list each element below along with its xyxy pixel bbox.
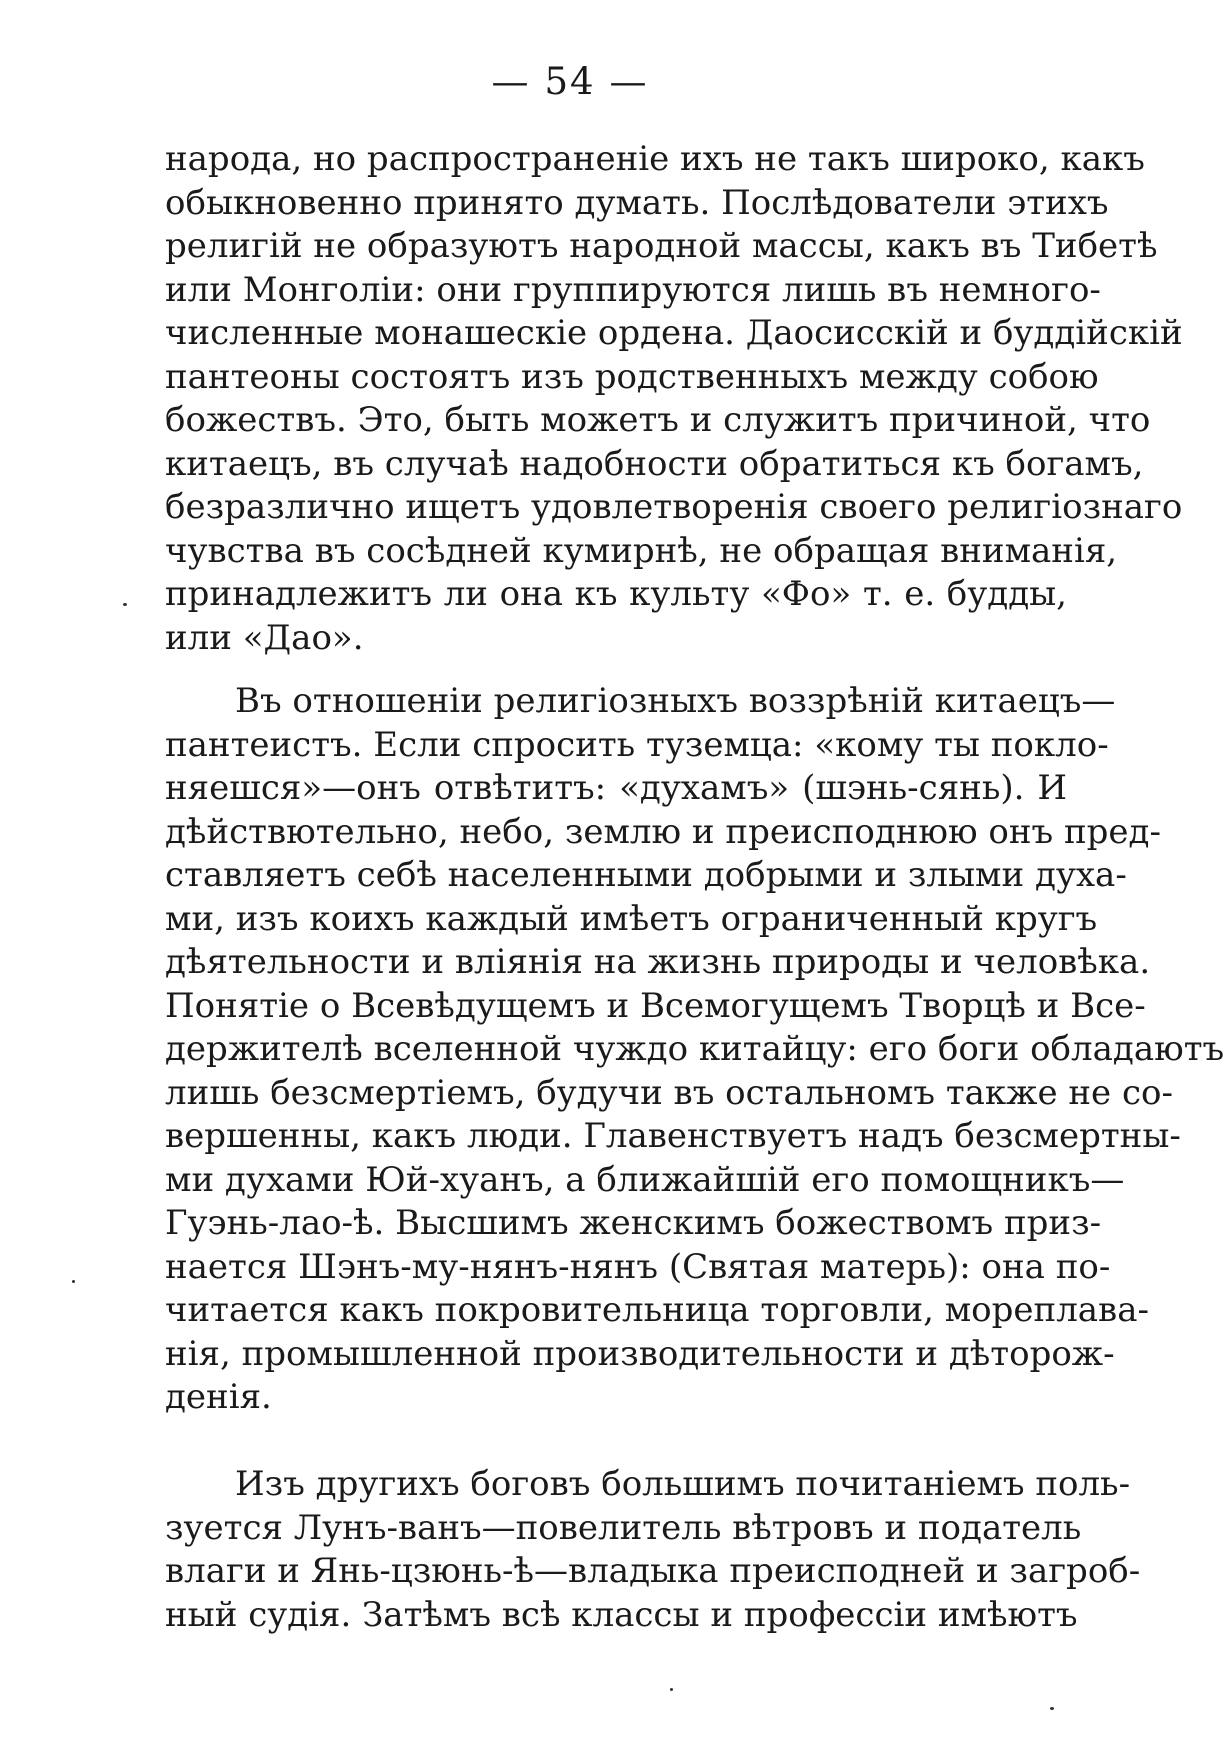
text-line: божествъ. Это, быть можетъ и служитъ причиной, что [165,400,1151,440]
text-line: религій не образуютъ народной массы, какъ въ Тибетѣ [165,226,1158,266]
text-line: дѣятельности и вліянія на жизнь природы и человѣка. [165,942,1151,982]
paragraph-2 [165,680,1224,1420]
dash-right: — [609,60,649,103]
text-line: нается Шэнъ-му-нянъ-нянъ (Святая матерь): она по- [165,1246,1111,1287]
text-line: няешся»—онъ отвѣтитъ: «духамъ» (шэнь-сянь). И [165,768,1067,808]
text-line: народа, но распространеніе ихъ не такъ широко, какъ [165,139,1145,179]
text-line: читается какъ покровительница торговли, мореплава- [165,1290,1149,1330]
text-line: зуется Лунъ-ванъ—повелитель вѣтровъ и податель [165,1507,1082,1548]
paragraph-3 [165,1463,1141,1637]
ink-speck [1050,1707,1054,1710]
text-line: ми духами Юй-хуанъ, а ближайшій его помощникъ— [165,1159,1125,1200]
text-line: вершенны, какъ люди. Главенствуетъ надъ безсмертны- [165,1116,1181,1156]
text-line: или Монголіи: они группируются лишь въ немного- [165,269,1101,310]
text-line: пантеоны состоятъ изъ родственныхъ между собою [165,356,1099,397]
text-line: дѣйствютельно, небо, землю и преисподнюю онъ пред- [165,811,1161,852]
text-line: Гуэнь-лао-ѣ. Высшимъ женскимъ божествомъ приз- [165,1203,1102,1243]
text-line: держителѣ вселенной чуждо китайцу: его боги обладаютъ [165,1029,1224,1069]
text-line: ми, изъ коихъ каждый имѣетъ ограниченный кругъ [165,898,1098,939]
text-line: принадлежитъ ли она къ культу «Фо» т. е. будды, [165,574,1067,614]
text-line: обыкновенно принято думать. Послѣдователи этихъ [165,182,1109,223]
page-number-value: 54 [544,60,596,103]
dash-left: — [491,60,531,103]
text-line: китаецъ, въ случаѣ надобности обратиться къ богамъ, [165,443,1144,484]
text-line: или «Дао». [165,617,364,658]
text-line: ставляетъ себѣ населенными добрыми и злыми духа- [165,855,1127,895]
text-line: численные монашескіе ордена. Даосисскій и буддійскій [165,313,1183,353]
text-line: чувства въ сосѣдней кумирнѣ, не обращая вниманія, [165,530,1118,571]
page-number [0,58,1140,106]
text-line: Понятіе о Всевѣдущемъ и Всемогущемъ Творцѣ и Все- [165,985,1146,1026]
ink-speck [72,1280,75,1283]
text-line: пантеистъ. Если спросить туземца: «кому ты покло- [165,724,1109,765]
text-line: нія, промышленной производительности и дѣторож- [165,1333,1115,1374]
text-line: ный судія. Затѣмъ всѣ классы и профессіи имѣютъ [165,1594,1078,1635]
text-line: безразлично ищетъ удовлетворенія своего религіознаго [165,487,1183,527]
text-line: Въ отношеніи религіозныхъ воззрѣній китаецъ— [235,681,1116,721]
ink-speck [670,1688,673,1691]
paragraph-1 [165,138,1183,660]
ink-speck [123,603,127,606]
text-line: влаги и Янь-цзюнь-ѣ—владыка преисподней и загроб- [165,1551,1141,1591]
text-line: лишь безсмертіемъ, будучи въ остальномъ также не со- [165,1072,1173,1113]
text-line: денія. [165,1377,272,1417]
text-line: Изъ другихъ боговъ большимъ почитаніемъ поль- [235,1464,1131,1504]
